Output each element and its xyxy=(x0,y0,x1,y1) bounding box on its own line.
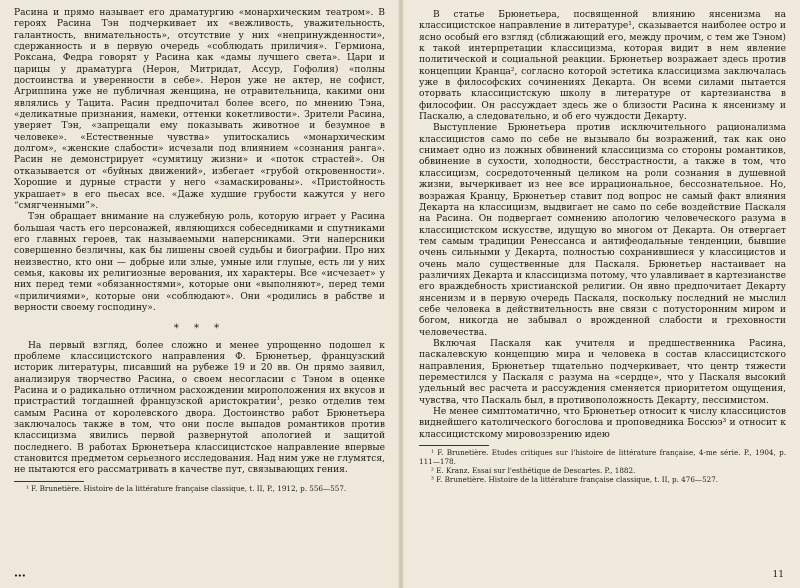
paragraph: В статье Брюнетьера, посвященной влиянию янсенизма на классицистское направление в литературе¹, сказывается наиболее остро и ясно особый его взгляд (сближающий его, между прочим, с тем же Тэном) к такой интерпретации классицизма, которая видит в нем явление политической и социальной реакции. Брюнетьер возражает здесь против концепции Кранца², согласно которой эстетика классицизма заключалась уже в философских сочинениях Декарта. Он всеми силами пытается оторвать классицистскую школу в литературе от картезианства в философии. Он рассуждает здесь же о близости Расина к янсенизму и Паскалю, а следовательно, и об его чуждости Декарту. xyxy=(419,10,786,123)
footnote: ³ F. Brunetière. Histoire de la littérature française classique, t. II, p. 476—527. xyxy=(431,475,719,485)
footnote-marker: 1 xyxy=(276,396,280,403)
corner-mark: ∙∙∙ xyxy=(14,571,26,580)
footnote: ¹ F. Brunetière. Histoire de la littérature française classique, t. II, P., 1912, p. 556—557. xyxy=(26,483,347,493)
paragraph-text: На первый взгляд, более сложно и менее упрощенно подошел к проблеме классицистского направления Ф. Брюнетьер, французский историк литературы, писавший на рубеже 19 и 20 вв. Он прямо заявил, анализируя творчество Расина, о своем несогласии с Тэном в оценке Расина и о радикально отличном расхождении мироположения их вкусов и пристрастий тогдашней французской аристократии xyxy=(14,340,385,408)
paragraph: Тэн обращает внимание на служебную роль, которую играет у Расина большая часть его персонажей, являющихся собеседниками и спутниками его главных героев, так называемыми наперсниками. Эти наперсники совершенно безличны, как бы лишены своей судьбы и биографии. Про них неизвестно, кто они — добрые или злые, умные или глупые, есть ли у них семья, каковы их религиозные верования, их характеры. Все «исчезает» у них перед теми «обязанностями», которые они «выполняют», перед теми «приличиями», которые они «соблюдают». Они «родились в рабстве и верности своему господину». xyxy=(14,212,385,313)
right-body xyxy=(419,10,786,441)
footnote-rule xyxy=(14,481,84,482)
paragraph: Выступление Брюнетьера против исключительного рационализма классицистов само по себе не вызывало бы возражений, так как оно снимает одно из ложных обвинений классицизма со стороны романтиков, обвинение в сухости, холодности, бесстрастности, а также в том, что классицизм, сосредоточенный целиком на роли сознания в душевной жизни, вычеркивает из нее все иррациональное, бессознательное. Но, возражая Кранцу, Брюнетьер ставит под вопрос не самый факт влияния Декарта на классицизм, выдвигает не само по себе воздействие Паскаля на Расина. Он подвергает сомнению апологию человеческого разума в классицистском искусстве, идущую во многом от Декарта. Он отвергает тем самым традиции Ренессанса и антифеодальные тенденции, бывшие очень сильными у Декарта, полностью сохранившиеся у классицистов и очень мало существенные для Паскаля. Брюнетьер настаивает на различиях Декарта и классицизма потому, что улавливает в картезианстве его враждебность христианской религии. Он явно предпочитает Декарту янсенизм и в первую очередь Паскаля, поскольку последний не мыслил себе человека в действительность вне связи с потусторонним миром и богом, никогда не забывал о врожденной слабости и греховности человечества. xyxy=(419,123,786,338)
paragraph: На первый взгляд, более сложно и менее упрощенно подошел к проблеме классицистского направления Ф. Брюнетьер, французский историк литературы, писавший на рубеже 19 и 20 вв. Он прямо заявил, анализируя творчество Расина, о своем несогласии с Тэном в оценке Расина и о радикально отличном расхождении мироположения их вкусов и пристрастий тогдашней французской аристократии$^1$, резко отделив тем самым Расина от королевского двора. Достоинство работ Брюнетьера заключалось также в том, что они после выпадов романтиков против классицизма явились первой развернутой апологией и защитой последнего. В работах Брюнетьера классицистское направление впервые становится предметом серьезного исследования. Над ним уже не глумятся, не пытаются его рассматривать в качестве пут, связывающих гения. xyxy=(14,340,385,476)
left-footnotes xyxy=(14,484,385,493)
paragraph: Расина и прямо называет его драматургию «монархическим театром». В героях Расина Тэн подчеркивает их «вежливость, уважительность, галантность, внимательность», отсутствие у них «непринужденности», сдержанность и в первую очередь «соблюдать приличия». Гермиона, Роксана, Федра говорят у Расина как «дамы лучшего света». Цари и царицы у драматурга (Нерон, Митридат, Ассур, Гофолия) «полны достоинства и уверенности в себе». Нерон уже не актер, не софист, Агриппина уже не публичная женщина, не отравительница, какими они являлись у Тацита. Расин предпочитал более всего, по мнению Тэна, «деликатные признания, намеки, оттенки кокетливости». Зрители Расина, уверяет Тэн, «запрещали ему показывать животное и безумное в человеке». «Естественные чувства» упитоскались «монархическим долгом», «женские слабости» исчезали под влиянием «сознания ранга». Расин не демонстрирует «сумятицу жизни» и «поток страстей». Он отказывается от «буйных движений», избегает «грубой откровенности». Хорошие и дурные страсти у него «замаскированы». «Пристойность украшает» в его пьесах все. «Даже худшие грубости кажутся у него “смягченными”». xyxy=(14,8,385,211)
section-separator: * * * xyxy=(173,323,226,335)
paragraph: Включая Паскаля как учителя и предшественника Расина, паскалевскую концепцию мира и человека в состав классицистского направления, Брюнетьер тщательно подчеркивает, что центр тяжести переместился у Паскаля с разума на «сердце», что у Паскаля высокий удельный вес расчета и рассуждения сменяется приоритетом ощущения, чувства, что Паскаль был, в противоположность Декарту, пессимистом. xyxy=(419,338,786,406)
footnote: ¹ F. Brunetière. Etudes critiques sur l'histoire de littérature française, 4-me série. P., 1904, p. 111—178. xyxy=(419,448,786,467)
footnote: ² E. Kranz. Essai sur l'esthétique de Descartes. P., 1882. xyxy=(431,466,636,476)
footnote-rule xyxy=(419,445,489,446)
page-number: 11 xyxy=(772,570,784,580)
book-gutter xyxy=(398,0,404,588)
left-body xyxy=(14,8,385,477)
right-page xyxy=(401,0,800,588)
right-footnotes xyxy=(419,448,786,484)
paragraph: Не менее симптоматично, что Брюнетьер относит к числу классицистов виднейшего католического богослова и проповедника Боссюэ³ и относит к классицистскому мировоззрению идею xyxy=(419,407,786,440)
paragraph-text: резко отделив тем самым Расина от королевского двора. Достоинство работ Брюнетьера заключалось также в том, что они после выпадов романтиков против классицизма явились первой развернутой апологией и защитой последнего. В работах Брюнетьера классицистское направление впервые становится предметом серьезного исследования. Над ним уже не глумятся, не пытаются его рассматривать в качестве пут, связывающих гения. xyxy=(14,397,385,476)
